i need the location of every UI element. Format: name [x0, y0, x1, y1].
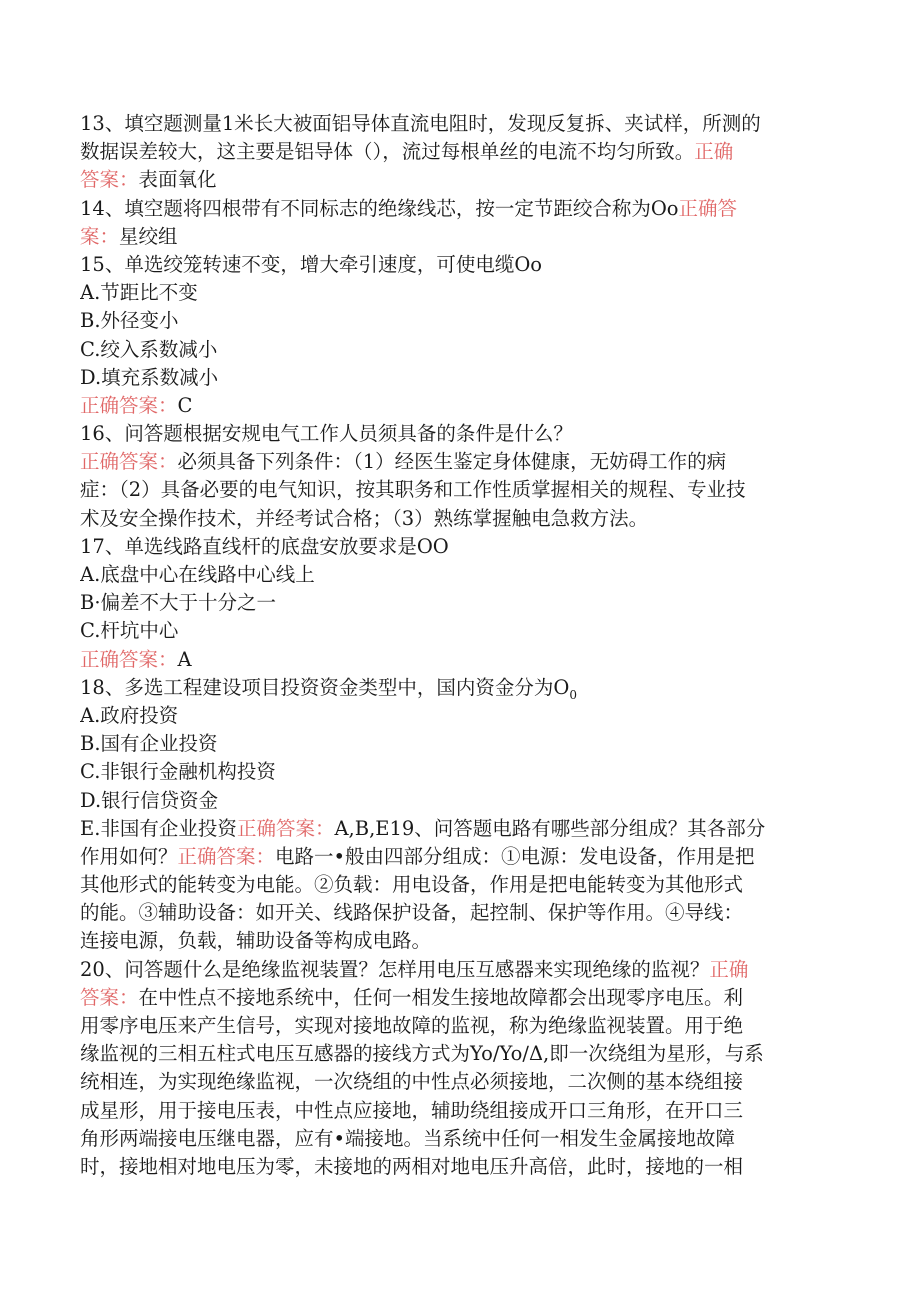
q17-option-c: C.杆坑中心 [80, 619, 179, 643]
answer-label: 正确答案： [80, 450, 178, 474]
q18-text: 18、多选工程建设项目投资资金类型中，国内资金分为O [80, 675, 570, 699]
q13-line-1 [80, 110, 825, 138]
q17-answer: A [177, 647, 192, 671]
q15-answer-line [80, 392, 825, 420]
q18-option-e: E.非国有企业投资 [80, 816, 237, 840]
q17-option-a: A.底盘中心在线路中心线上 [80, 563, 315, 586]
q18-option-c: C.非银行金融机构投资 [80, 760, 276, 784]
q20-line-1 [80, 956, 825, 984]
q20-text: 20、问答题什么是绝缘监视装置？怎样用电压互感器来实现绝缘的监视？ [80, 957, 710, 981]
q19-answer: 电路一•般由四部分组成：①电源：发电设备，作用是把 [275, 844, 755, 868]
q20-line-8: 时，接地相对地电压为零，未接地的两相对地电压升高倍，此时，接地的一相 [80, 1154, 744, 1178]
q19-line-3: 其他形式的能转变为电能。②负载：用电设备，作用是把电能转变为其他形式 [80, 873, 744, 897]
q19-line-4: 的能。③辅助设备：如开关、线路保护设备，起控制、保护等作用。④导线： [80, 901, 744, 925]
q14-line-2 [80, 223, 825, 251]
answer-label: 正确答案： [236, 816, 335, 840]
q20-line-2 [80, 984, 825, 1012]
answer-label: 正确 [709, 957, 749, 981]
q20-line-7: 角形两端接电压继电器，应有•端接地。当系统中任何一相发生金属接地故障 [80, 1126, 736, 1150]
q13-line-2 [80, 138, 825, 166]
q18-option-e-line [80, 815, 825, 843]
answer-label: 答案： [80, 168, 139, 192]
q16-stem: 16、问答题根据安规电气工作人员须具备的条件是什么？ [80, 422, 573, 446]
q13-answer: 表面氧化 [138, 168, 217, 192]
q19-line-5: 连接电源，负载，辅助设备等构成电路。 [80, 929, 432, 953]
answer-label: 正确答案： [177, 844, 276, 868]
q18-option-d: D.银行信贷资金 [80, 788, 219, 812]
q18-subscript: 0 [569, 687, 577, 702]
answer-label: 正确答 [678, 196, 738, 220]
q20-line-6: 成星形，用于接电压表，中性点应接地，辅助绕组接成开口三角形，在开口三 [80, 1098, 744, 1122]
q18-stem [80, 674, 825, 702]
q13-text: 数据误差较大，这主要是铝导体（），流过每根单丝的电流不均匀所致。 [80, 140, 695, 164]
q16-answer: 必须具备下列条件：（1）经医生鉴定身体健康，无妨碍工作的病 [177, 450, 727, 474]
q20-answer: 在中性点不接地系统中，任何一相发生接地故障都会出现零序电压。利 [138, 985, 744, 1009]
document-page [80, 110, 825, 1181]
q16-answer-line-2: 症：（2）具备必要的电气知识，按其职务和工作性质掌握相关的规程、专业技 [80, 478, 746, 502]
q20-line-5: 统相连，为实现绝缘监视，一次绕组的中性点必须接地，二次侧的基本绕组接 [80, 1070, 744, 1094]
q14-answer: 星绞组 [119, 224, 178, 248]
q15-stem: 15、单选绞笼转速不变，增大牵引速度，可使电缆Oo [80, 252, 543, 276]
q15-option-b: B.外径变小 [80, 309, 179, 333]
q16-answer-line-3: 术及安全操作技术，并经考试合格；（3）熟练掌握触电急救方法。 [80, 506, 649, 530]
q13-line-3 [80, 166, 825, 194]
q19-text: 作用如何？ [80, 844, 178, 868]
q14-line-1 [80, 195, 825, 223]
q15-option-c: C.绞入系数减小 [80, 337, 218, 361]
answer-label: 答案： [80, 985, 139, 1009]
q18-option-b: B.国有企业投资 [80, 732, 218, 756]
q16-answer-line-1 [80, 448, 825, 476]
q14-text: 14、填空题将四根带有不同标志的绝缘线芯，按一定节距绞合称为Oo [80, 196, 679, 220]
q15-answer: C [177, 393, 193, 417]
q17-stem: 17、单选线路直线杆的底盘安放要求是OO [80, 534, 449, 558]
q20-line-4: 缘监视的三相五柱式电压互感器的接线方式为Yo∕Yo∕Δ,即一次绕组为星形，与系 [80, 1042, 764, 1066]
q20-line-3: 用零序电压来产生信号，实现对接地故障的监视，称为绝缘监视装置。用于绝 [80, 1014, 744, 1037]
q15-option-d: D.填充系数减小 [80, 365, 219, 389]
answer-label: 案： [80, 224, 120, 248]
q17-option-b: B·偏差不大于十分之一 [80, 591, 277, 615]
answer-label: 正确答案： [80, 647, 178, 671]
answer-label: 正确答案： [80, 393, 178, 417]
answer-label: 正确 [694, 140, 734, 164]
q15-option-a: A.节距比不变 [80, 281, 198, 305]
q18-option-a: A.政府投资 [80, 703, 179, 727]
q18-answer: A,B,E19、问答题电路有哪些部分组成？其各部分 [334, 816, 766, 840]
q17-answer-line [80, 646, 825, 674]
q13-text: 13、填空题测量1米长大被面铝导体直流电阻时，发现反复拆、夹试样，所测的 [80, 112, 761, 135]
q19-line-2 [80, 843, 825, 871]
